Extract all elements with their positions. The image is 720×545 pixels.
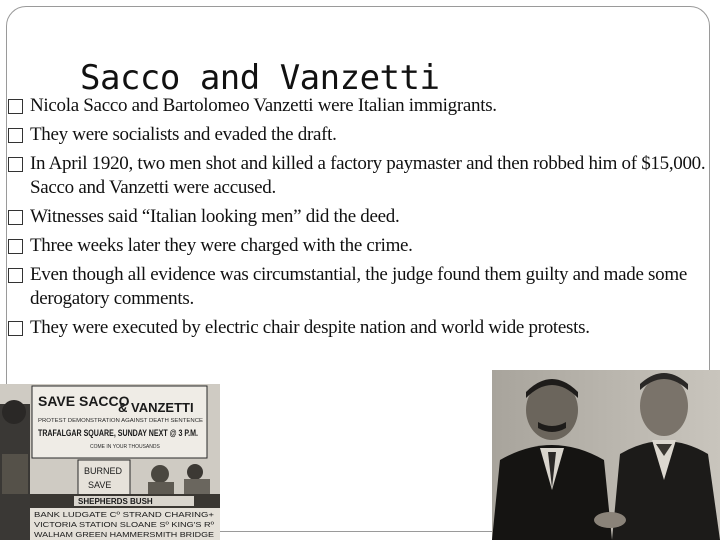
placard-line-2: & VANZETTI xyxy=(118,400,194,415)
bullet-item xyxy=(8,234,712,258)
bullet-item xyxy=(8,263,712,311)
placard-line-1: SAVE SACCO xyxy=(38,393,130,409)
bus-line-1: BANK LUDGATE Cº STRAND CHARING+ xyxy=(34,510,215,519)
bus-line-3: WALHAM GREEN HAMMERSMITH BRIDGE xyxy=(34,530,214,539)
slide-title: Sacco and Vanzetti xyxy=(80,58,440,98)
bullet-list xyxy=(8,94,712,345)
sacco-vanzetti-portrait-photo xyxy=(492,370,720,540)
bullet-text: Even though all evidence was circumstantial, the judge found them guilty and made some derogatory comments. xyxy=(30,264,687,309)
checkbox-square-icon xyxy=(8,157,23,172)
checkbox-square-icon xyxy=(8,321,23,336)
bullet-item xyxy=(8,316,712,340)
placard-subline: PROTEST DEMONSTRATION AGAINST DEATH SENTENCE xyxy=(38,418,204,424)
portrait-photo-graphic xyxy=(492,370,720,540)
placard-location: TRAFALGAR SQUARE, SUNDAY NEXT @ 3 P.M. xyxy=(38,428,198,438)
bullet-item xyxy=(8,123,712,147)
bullet-item xyxy=(8,94,712,118)
protest-photo xyxy=(0,384,220,540)
bullet-text: They were socialists and evaded the draft. xyxy=(30,124,337,145)
checkbox-square-icon xyxy=(8,268,23,283)
sign-2-text: SAVE xyxy=(88,480,112,490)
sign-1-text: BURNED xyxy=(84,466,123,476)
bullet-text: In April 1920, two men shot and killed a factory paymaster and then robbed him of $15,000. Sacco and Vanzetti were accused. xyxy=(30,153,706,198)
placard-small-line: COME IN YOUR THOUSANDS xyxy=(90,444,160,450)
checkbox-square-icon xyxy=(8,239,23,254)
checkbox-square-icon xyxy=(8,210,23,225)
bus-line-2: VICTORIA STATION SLOANE Sº KING'S Rº xyxy=(34,520,215,529)
bullet-item xyxy=(8,152,712,200)
checkbox-square-icon xyxy=(8,99,23,114)
bullet-item xyxy=(8,205,712,229)
bullet-text: They were executed by electric chair despite nation and world wide protests. xyxy=(30,317,590,338)
bus-route-text: SHEPHERDS BUSH xyxy=(78,497,153,506)
bullet-text: Witnesses said “Italian looking men” did the deed. xyxy=(30,206,400,227)
bullet-text: Nicola Sacco and Bartolomeo Vanzetti were Italian immigrants. xyxy=(30,95,497,116)
protest-photo-graphic xyxy=(0,384,220,540)
checkbox-square-icon xyxy=(8,128,23,143)
bullet-text: Three weeks later they were charged with the crime. xyxy=(30,235,413,256)
